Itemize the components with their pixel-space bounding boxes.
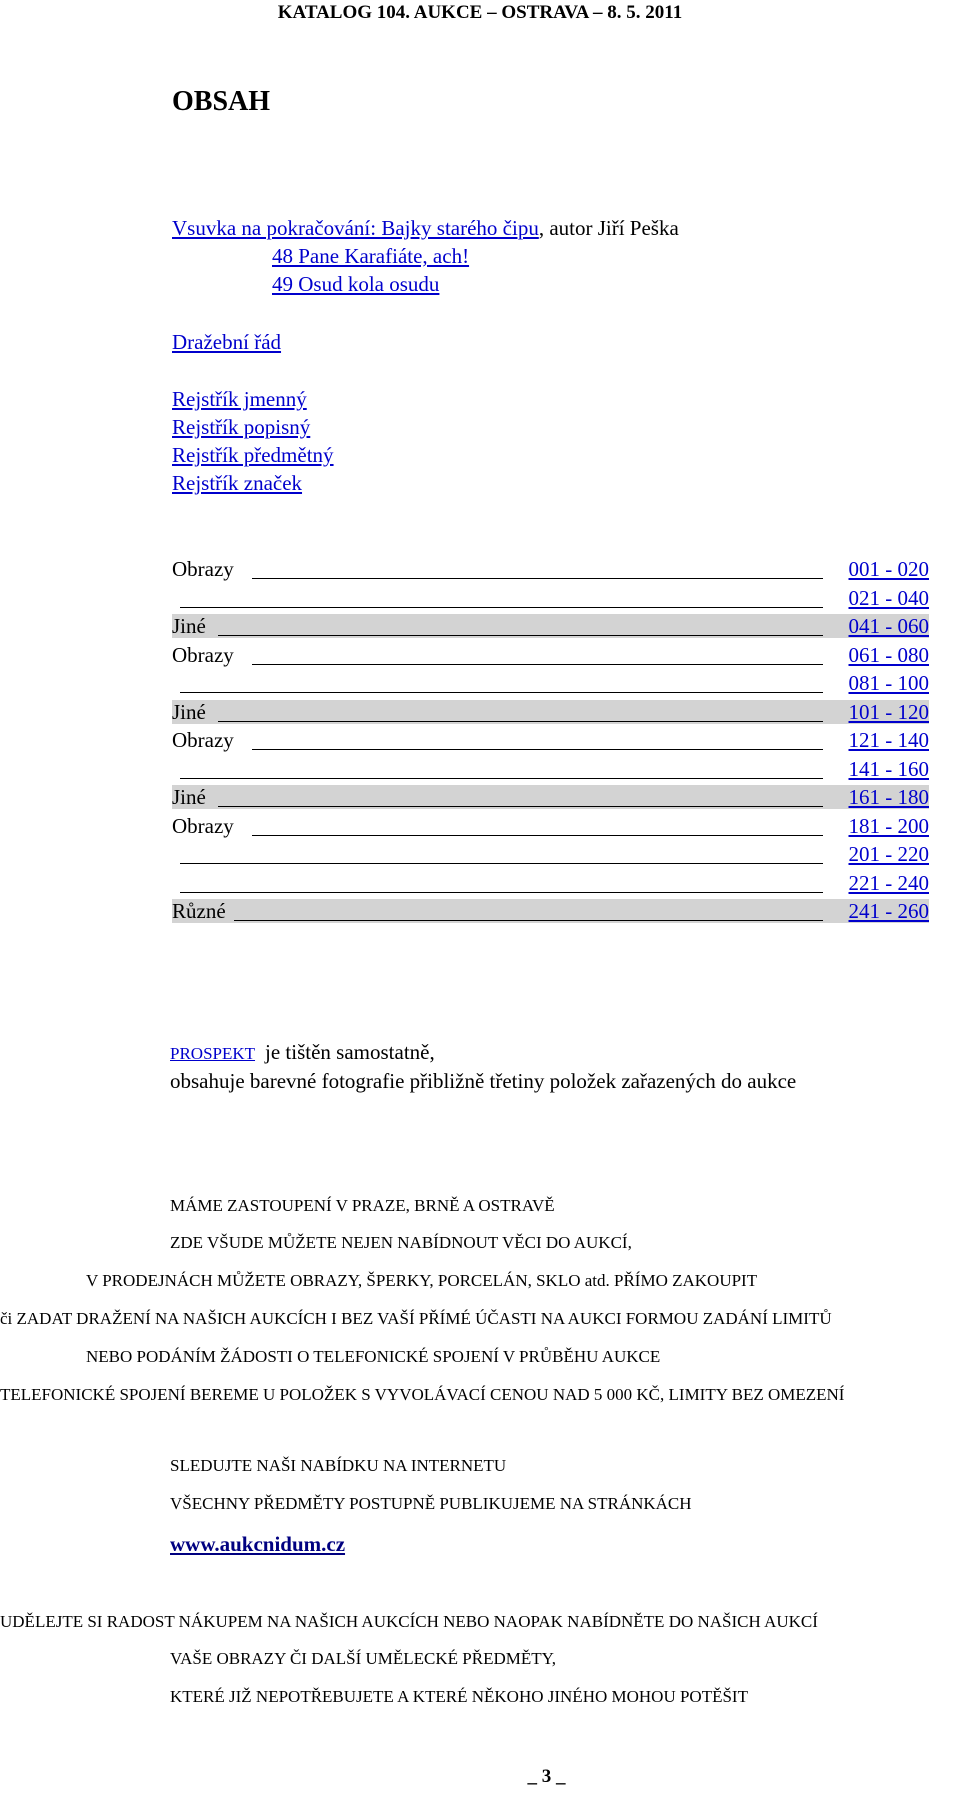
contents-range-link[interactable]: 141 - 160 [848,756,929,781]
internet-line-1: SLEDUJTE NAŠI NABÍDKU NA INTERNETU [170,1456,507,1475]
internet-line-2: VŠECHNY PŘEDMĚTY POSTUPNĚ PUBLIKUJEME NA STRÁNKÁCH [170,1494,692,1513]
prospekt-link[interactable]: PROSPEKT [170,1044,256,1063]
info-line-6: TELEFONICKÉ SPOJENÍ BEREME U POLOŽEK S VYVOLÁVACÍ CENOU NAD 5 000 KČ, LIMITY BEZ OMEZENÍ [0,1385,845,1404]
contents-row [172,871,929,895]
contents-row [172,842,929,866]
contents-leader-line [180,692,823,693]
insert-item-49-link[interactable]: 49 Osud kola osudu [272,272,440,296]
contents-leader-line [180,778,823,779]
page-header: KATALOG 104. AUKCE – OSTRAVA – 8. 5. 2011 [277,2,683,23]
page-title: OBSAH [172,86,271,117]
contents-row [172,785,929,809]
contents-row-label: Různé [172,899,226,923]
index-descriptive-link[interactable]: Rejstřík popisný [172,415,311,439]
auction-rules-link[interactable]: Dražební řád [172,330,282,354]
contents-range-link[interactable]: 001 - 020 [848,557,929,581]
info-line-3: V PRODEJNÁCH MŮŽETE OBRAZY, ŠPERKY, PORCELÁN, SKLO atd. PŘÍMO ZAKOUPIT [86,1271,758,1290]
contents-row [172,700,929,724]
contents-range-link[interactable]: 101 - 120 [848,699,929,724]
contents-leader-line [218,635,823,636]
contents-leader-line [218,806,823,807]
closing-line-3: KTERÉ JIŽ NEPOTŘEBUJETE A KTERÉ NĚKOHO JINÉHO MOHOU POTĚŠIT [170,1687,748,1706]
closing-line-1: UDĚLEJTE SI RADOST NÁKUPEM NA NAŠICH AUKCÍCH NEBO NAOPAK NABÍDNĚTE DO NAŠICH AUKCÍ [0,1612,818,1631]
website-link[interactable]: www.aukcnidum.cz [170,1532,346,1556]
info-line-1: MÁME ZASTOUPENÍ V PRAZE, BRNĚ A OSTRAVĚ [170,1196,555,1215]
contents-leader-line [252,578,823,579]
contents-leader-line [252,749,823,750]
contents-leader-line [252,664,823,665]
insert-item-48-link[interactable]: 48 Pane Karafiáte, ach! [272,244,470,268]
contents-leader-line [252,835,823,836]
contents-row [172,899,929,923]
info-line-4: či ZADAT DRAŽENÍ NA NAŠICH AUKCÍCH I BEZ VAŠÍ PŘÍMÉ ÚČASTI NA AUKCI FORMOU ZADÁNÍ LIMITŮ [0,1309,832,1328]
contents-leader-line [234,920,823,921]
contents-leader-line [180,892,823,893]
index-names-link[interactable]: Rejstřík jmenný [172,387,307,411]
info-line-5: NEBO PODÁNÍM ŽÁDOSTI O TELEFONICKÉ SPOJENÍ V PRŮBĚHU AUKCE [86,1347,661,1366]
contents-range-link[interactable]: 161 - 180 [848,785,929,809]
contents-row-label: Jiné [172,785,206,809]
contents-row-label: Obrazy [172,728,234,752]
index-marks-link[interactable]: Rejstřík značek [172,471,303,495]
page-number: _ 3 _ [527,1766,566,1787]
contents-range-link[interactable]: 061 - 080 [848,642,929,667]
insert-entry [172,214,679,242]
contents-row [172,728,929,752]
closing-line-2: VAŠE OBRAZY ČI DALŠÍ UMĚLECKÉ PŘEDMĚTY, [170,1649,556,1668]
prospekt-note [170,1040,435,1065]
contents-row [172,614,929,638]
prospekt-line2: obsahuje barevné fotografie přibližně třetiny položek zařazených do aukce [170,1069,797,1093]
contents-range-link[interactable]: 241 - 260 [848,899,929,923]
contents-range-link[interactable]: 081 - 100 [848,671,929,695]
info-line-2: ZDE VŠUDE MŮŽETE NEJEN NABÍDNOUT VĚCI DO AUKCÍ, [170,1233,632,1252]
contents-row [172,586,929,610]
contents-row-label: Obrazy [172,557,234,581]
contents-row-label: Obrazy [172,813,234,838]
contents-row [172,814,929,838]
contents-leader-line [218,721,823,722]
prospekt-line1: je tištěn samostatně, [265,1040,435,1064]
contents-leader-line [180,863,823,864]
contents-row [172,557,929,581]
contents-row [172,757,929,781]
contents-row-label: Jiné [172,699,206,724]
insert-link[interactable]: Vsuvka na pokračování: Bajky starého čipu [172,216,539,240]
contents-row-label: Jiné [172,614,206,638]
contents-range-link[interactable]: 121 - 140 [848,728,929,752]
contents-range-link[interactable]: 041 - 060 [848,614,929,638]
contents-leader-line [180,607,823,608]
index-subject-link[interactable]: Rejstřík předmětný [172,443,334,467]
insert-author: , autor Jiří Peška [538,216,679,240]
contents-row-label: Obrazy [172,642,234,667]
contents-range-link[interactable]: 221 - 240 [848,870,929,895]
contents-row [172,671,929,695]
contents-range-link[interactable]: 181 - 200 [848,813,929,838]
contents-range-link[interactable]: 021 - 040 [848,585,929,610]
contents-row [172,643,929,667]
contents-range-link[interactable]: 201 - 220 [848,842,929,866]
